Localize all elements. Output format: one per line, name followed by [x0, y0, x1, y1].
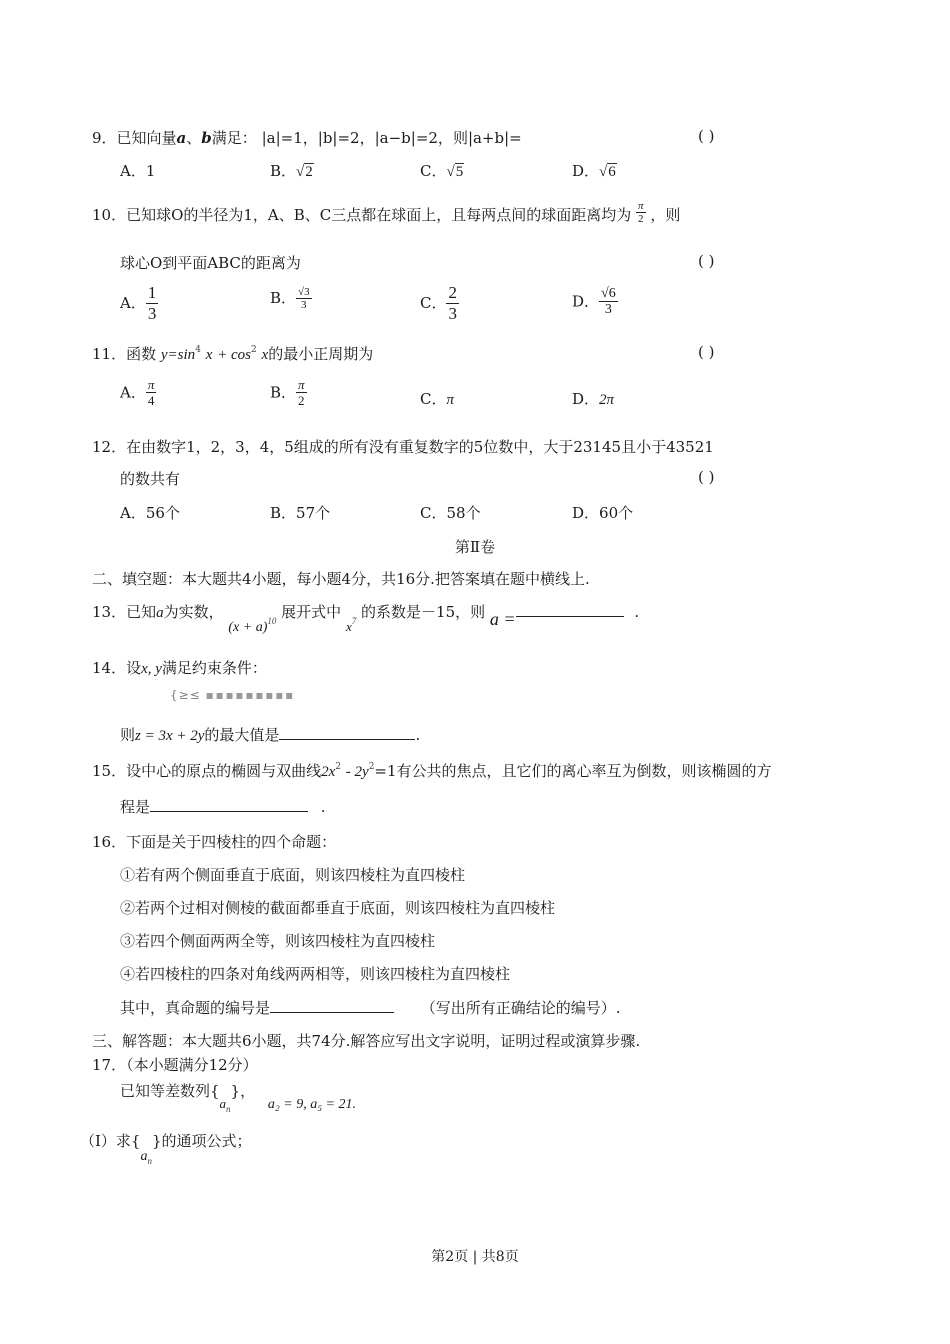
q9-option-d: D．√6	[572, 162, 616, 180]
q11-option-b: B． $\frac{\pi}{2}$	[270, 377, 305, 409]
q16-item-1: ①若有两个侧面垂直于底面，则该四棱柱为直四棱柱	[120, 866, 466, 884]
q11-option-a: A． $\frac{\pi}{4}$	[120, 377, 155, 409]
q14-constraint-system: {≥≤ ▪ ▪ ▪ ▪ ▪ ▪ ▪ ▪ ▪	[170, 688, 293, 702]
q16-item-2: ②若两个过相对侧棱的截面都垂直于底面，则该四棱柱为直四棱柱	[120, 899, 556, 917]
part2-title: 第Ⅱ卷	[454, 538, 496, 556]
q10-line2: 球心O到平面ABC的距离为	[120, 254, 301, 272]
q12-option-b: B．57个	[270, 504, 331, 522]
q17-line1: 已知等差数列$\{a_n\}$， a₂ = 9, a₅ = 21.	[120, 1082, 357, 1114]
q13-answer-blank[interactable]	[516, 602, 624, 617]
q17-heading: 17．（本小题满分12分）	[92, 1056, 258, 1074]
q12-option-a: A．56个	[120, 504, 180, 522]
q12-line2: 的数共有	[120, 470, 181, 488]
q9-stem: 9．已知向量a、b满足： |a|=1，|b|=2，|a−b|=2，则|a+b|=	[92, 129, 522, 147]
q9-option-b: B．√2	[270, 162, 313, 180]
q15-line2: 程是 .	[120, 798, 326, 816]
q15-answer-blank[interactable]	[150, 797, 308, 812]
section2-heading: 二、填空题：本大题共4小题，每小题4分，共16分.把答案填在题中横线上.	[92, 570, 590, 588]
q16-item-4: ④若四棱柱的四条对角线两两相等，则该四棱柱为直四棱柱	[120, 965, 511, 983]
q9-answer-paren: ( )	[698, 127, 715, 145]
q9-option-c: C．√5	[420, 162, 464, 180]
q10-option-c: C． $\frac{2}{3}$	[420, 283, 457, 323]
q11-stem: 11．函数 $y=\sin^4$ $x + \cos^2 x$的最小正周期为	[92, 345, 374, 363]
section3-heading: 三、解答题：本大题共6小题，共74分.解答应写出文字说明，证明过程或演算步骤.	[92, 1032, 641, 1050]
q15-line1: 15．设中心的原点的椭圆与双曲线$2x^2 - 2y^2=1$有公共的焦点，且它们的离心率互为倒数，则该椭圆的方	[92, 762, 772, 780]
q16-item-3: ③若四个侧面两两全等，则该四棱柱为直四棱柱	[120, 932, 436, 950]
q12-answer-paren: ( )	[698, 468, 715, 486]
q16-closing: 其中，真命题的编号是 （写出所有正确结论的编号）.	[120, 999, 621, 1017]
q10-line1: 10．已知球O的半径为1，A、B、C三点都在球面上，且每两点间的球面距离均为 $\frac{\pi}{2}$ ，则	[92, 199, 681, 225]
q14-answer-blank[interactable]	[279, 725, 415, 740]
page-footer: 第2页 | 共8页	[431, 1249, 519, 1265]
q10-option-d: D． $\frac{√6}{3}$	[572, 286, 616, 318]
q14-line2: 则z = 3x + 2y的最大值是 .	[120, 726, 421, 744]
q10-option-a: A． $\frac{1}{3}$	[120, 283, 157, 323]
q13-stem: 13．已知a为实数， $(x + a)^{10}$ 展开式中 $x^7$ 的系数是－15，则 a = .	[92, 603, 640, 635]
q10-answer-paren: ( )	[698, 252, 715, 270]
q16-stem: 16．下面是关于四棱柱的四个命题：	[92, 833, 337, 851]
q12-option-d: D．60个	[572, 504, 634, 522]
q11-option-d: D．2π	[572, 390, 615, 408]
q16-answer-blank[interactable]	[270, 998, 394, 1013]
q9-option-a: A．1	[120, 162, 156, 180]
q11-option-c: C．π	[420, 390, 454, 408]
q17-part1: （Ⅰ）求$\{a_n\}$的通项公式；	[80, 1132, 252, 1166]
q12-option-c: C．58个	[420, 504, 481, 522]
q11-answer-paren: ( )	[698, 343, 715, 361]
q12-line1: 12．在由数字1，2，3，4，5组成的所有没有重复数字的5位数中，大于23145且小于43521	[92, 438, 714, 456]
q14-stem: 14．设x, y满足约束条件：	[92, 659, 267, 677]
q10-option-b: B． $\frac{√3}{3}$	[270, 286, 310, 312]
